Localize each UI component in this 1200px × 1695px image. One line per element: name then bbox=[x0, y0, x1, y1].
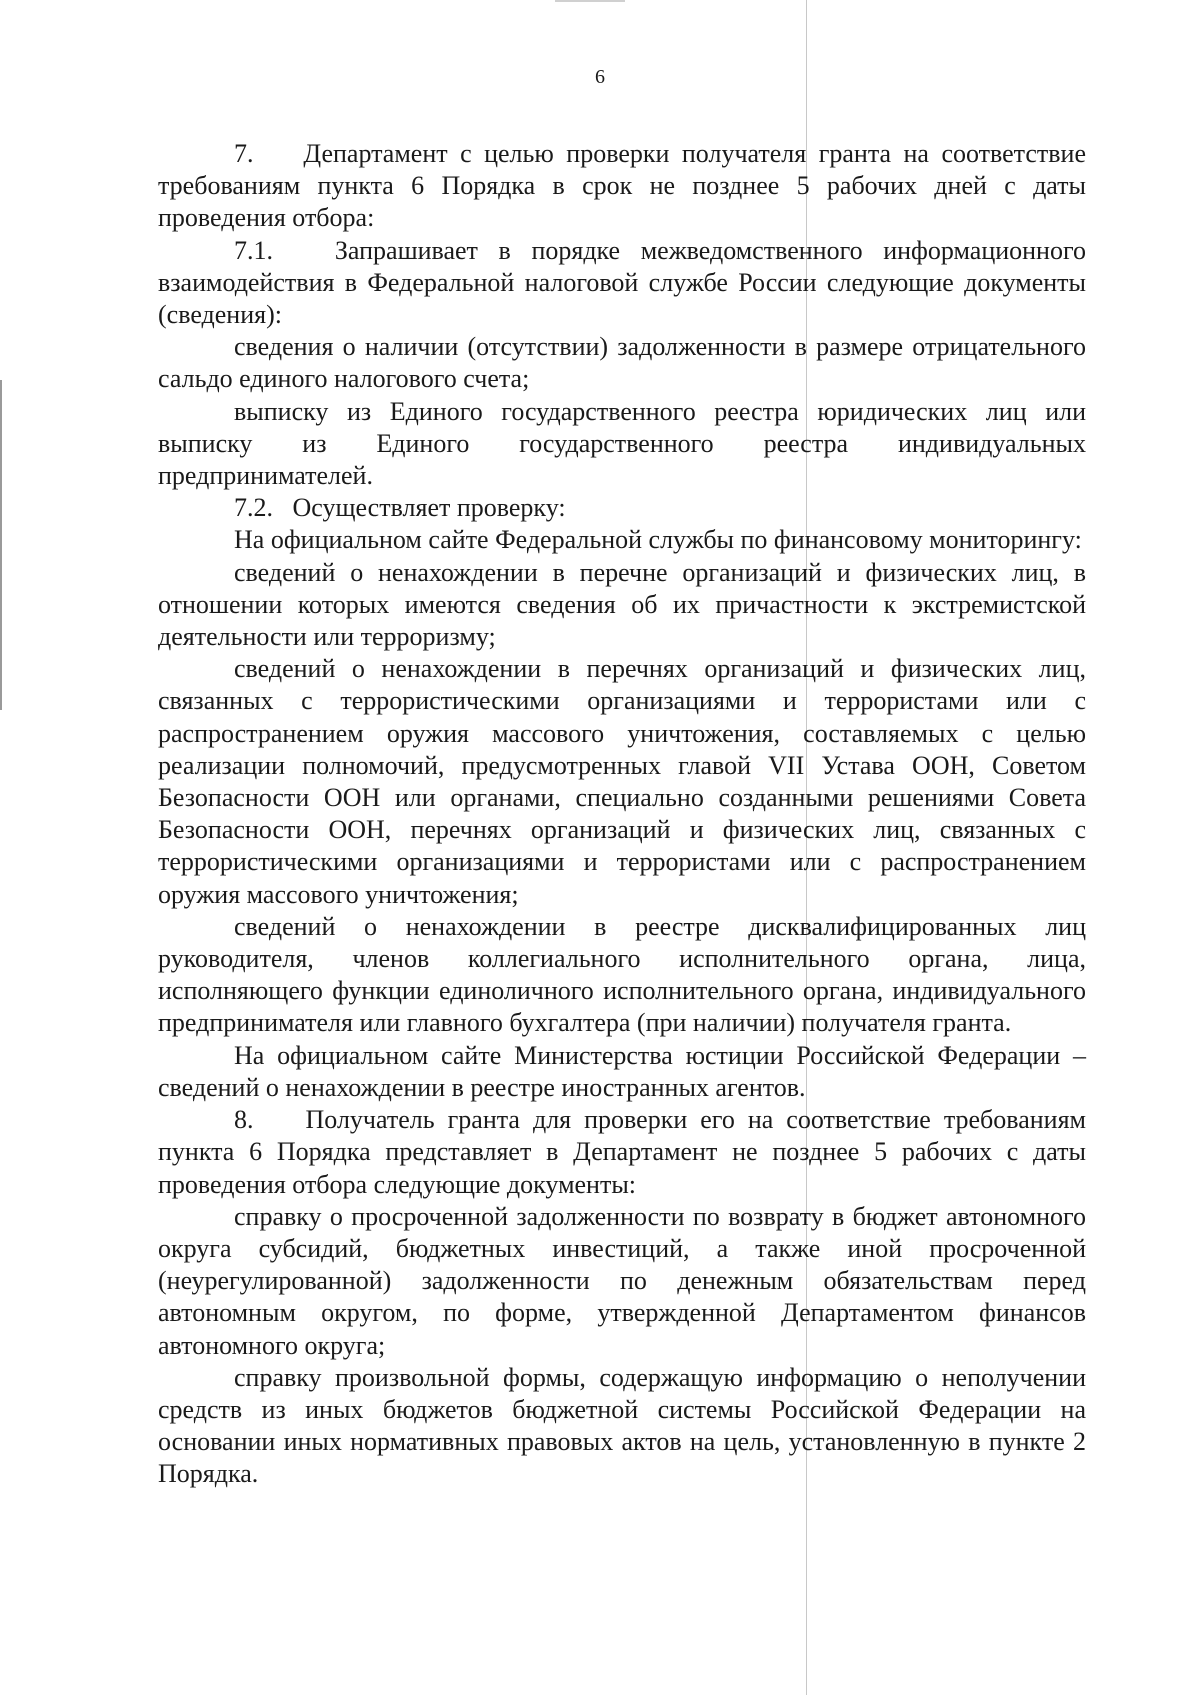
scan-edge-mark bbox=[0, 380, 2, 710]
page-number: 6 bbox=[595, 66, 605, 88]
paragraph-tax-debt: сведения о наличии (отсутствии) задолженности в размере отрицательного сальдо единого налогового счета; bbox=[158, 332, 1086, 394]
paragraph-extremism-list: сведений о ненахождении в перечне организаций и физических лиц, в отношении которых имеются сведения об их причастности к экстремистской деятельности или терроризму; bbox=[158, 557, 1086, 652]
paragraph-other-budgets-certificate: справку произвольной формы, содержащую информацию о неполучении средств из иных бюджетов бюджетной системы Российской Федерации на основании иных нормативных правовых актов на цель, установленную в пункте 2 Порядка. bbox=[158, 1362, 1086, 1489]
paragraph-terrorism-lists: сведений о ненахождении в перечнях организаций и физических лиц, связанных с террористическими организациями и террористами или с распространением оружия массового уничтожения, составляемых с целью реализации полномочий, предусмотренных главой VII Устава ООН, Советом Безопасности ООН или органами, специально созданными решениями Совета Безопасности ООН, перечнях организаций и физических лиц, связанных с террористическими организациями и террористами или с распространением оружия массового уничтожения; bbox=[158, 654, 1086, 909]
document-body bbox=[158, 138, 1086, 1491]
paragraph-justice-ministry: На официальном сайте Министерства юстиции Российской Федерации – сведений о ненахождении в реестре иностранных агентов. bbox=[158, 1040, 1086, 1102]
scan-top-mark bbox=[555, 0, 625, 2]
paragraph-finmonitoring-site: На официальном сайте Федеральной службы по финансовому мониторингу: bbox=[234, 525, 1082, 555]
paragraph-7-2: 7.2. Осуществляет проверку: bbox=[234, 493, 566, 523]
paragraph-8: 8. Получатель гранта для проверки его на соответствие требованиям пункта 6 Порядка представляет в Департамент не позднее 5 рабочих с даты проведения отбора следующие документы: bbox=[158, 1105, 1086, 1199]
paragraph-registry-extract: выписку из Единого государственного реестра юридических лиц или выписку из Единого государственного реестра индивидуальных предпринимателей. bbox=[158, 396, 1086, 491]
paragraph-7: 7. Департамент с целью проверки получателя гранта на соответствие требованиям пункта 6 Порядка в срок не позднее 5 рабочих дней с даты проведения отбора: bbox=[158, 139, 1086, 233]
paragraph-overdue-debt-certificate: справку о просроченной задолженности по возврату в бюджет автономного округа субсидий, бюджетных инвестиций, а также иной просроченной (неурегулированной) задолженности по денежным обязательствам перед автономным округом, по форме, утвержденной Департаментом финансов автономного округа; bbox=[158, 1201, 1086, 1360]
paragraph-disqualified-registry: сведений о ненахождении в реестре дисквалифицированных лиц руководителя, членов коллегиального исполнительного органа, лица, исполняющего функции единоличного исполнительного органа, индивидуального предпринимателя или главного бухгалтера (при наличии) получателя гранта. bbox=[158, 911, 1086, 1038]
paragraph-7-1: 7.1. Запрашивает в порядке межведомственного информационного взаимодействия в Федеральной налоговой службе России следующие документы (сведения): bbox=[158, 235, 1086, 330]
